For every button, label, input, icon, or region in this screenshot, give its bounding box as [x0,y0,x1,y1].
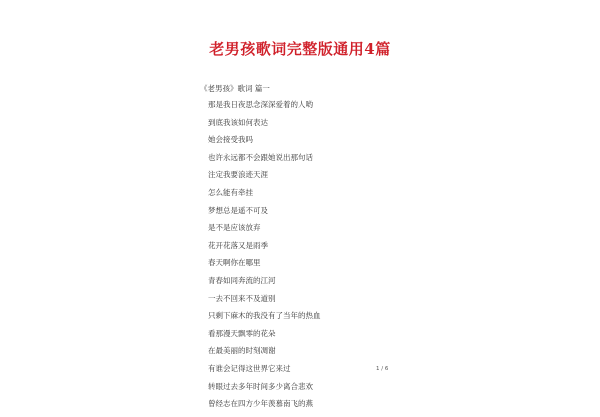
lyric-line: 在最美丽的时刻凋谢 [208,346,276,356]
lyric-line: 转眼过去多年时间多少离合悲欢 [208,381,313,391]
lyric-line: 一去不回来不及道别 [208,293,276,303]
document-title: 老男孩歌词完整版通用4篇 [209,40,391,58]
lyric-line: 曾经志在四方少年羡慕南飞的燕 [208,399,313,409]
lyric-line: 怎么能有牵挂 [208,187,253,197]
lyric-line: 梦想总是遥不可及 [208,205,268,215]
page-number: 1 / 6 [376,366,389,372]
lyric-line: 青春如同奔流的江河 [208,275,276,285]
lyric-line: 花开花落又是雨季 [208,240,268,250]
section-heading: 《老男孩》歌词 篇一 [200,84,270,93]
lyric-line: 到底我该如何表达 [208,117,268,127]
lyric-line: 只剩下麻木的我没有了当年的热血 [208,311,321,321]
lyric-line: 有谁会记得这世界它来过 [208,363,291,373]
lyric-line: 注定我要浪迹天涯 [208,170,268,180]
lyric-line: 是不是应该放弃 [208,223,261,233]
lyric-line: 春天啊你在哪里 [208,258,261,268]
lyric-line: 看那漫天飘零的花朵 [208,328,276,338]
lyrics-list [208,100,321,417]
lyric-line: 那是我日夜思念深深爱着的人哟 [208,100,313,109]
lyric-line: 她会接受我吗 [208,135,253,145]
lyric-line: 也许永远都不会跟她说出那句话 [208,152,313,162]
